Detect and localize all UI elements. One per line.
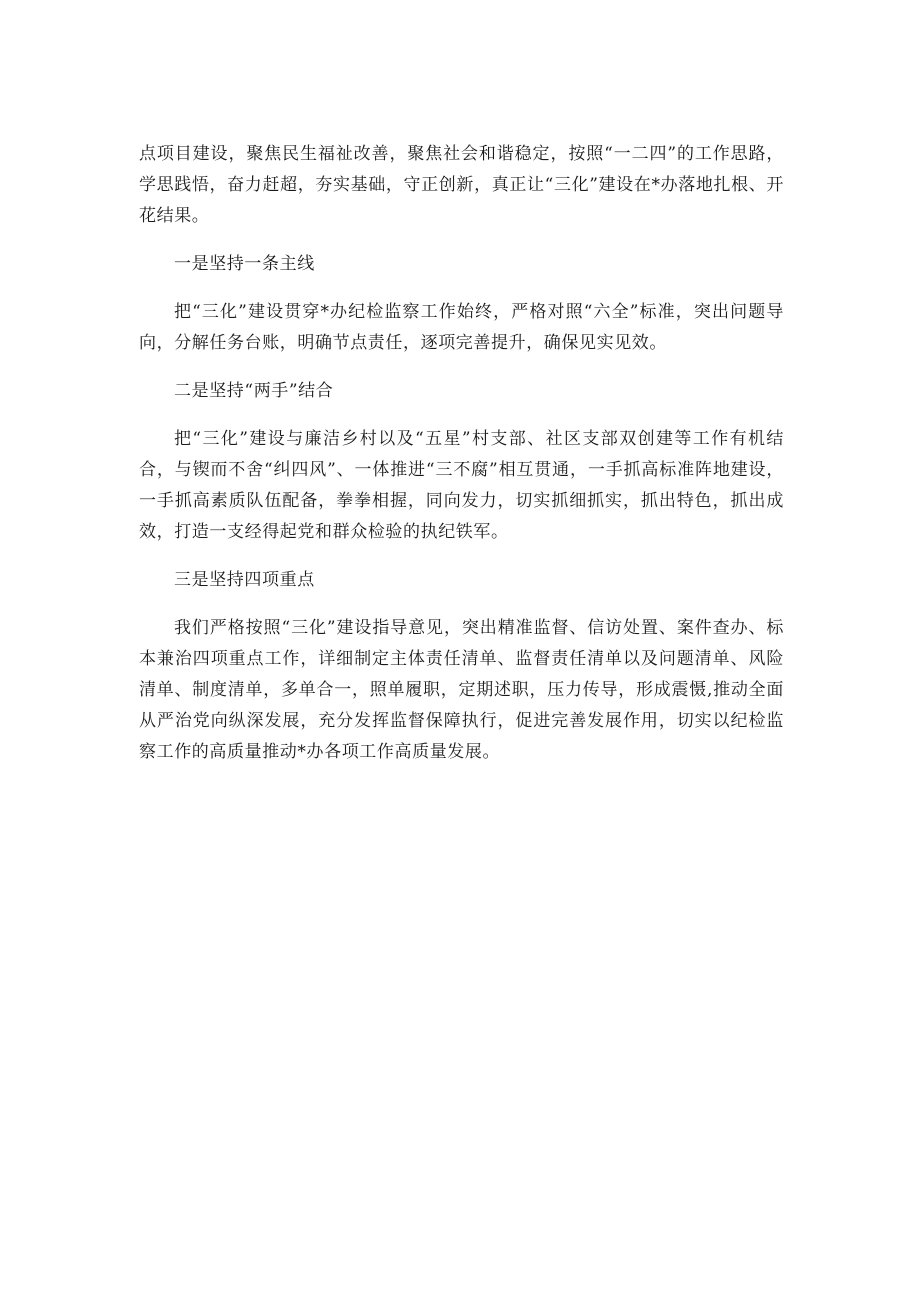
paragraph-intro-continuation: 点项目建设，聚焦民生福祉改善，聚焦社会和谐稳定，按照“一二四”的工作思路，学思践悟，奋力赶超，夯实基础，守正创新，真正让“三化”建设在*办落地扎根、开花结果。 [139,144,784,226]
section-heading-3: 三是坚持四项重点 [174,570,315,590]
paragraph-section-3: 我们严格按照“三化”建设指导意见，突出精准监督、信访处置、案件查办、标本兼治四项重点工作，详细制定主体责任清单、监督责任清单以及问题清单、风险清单、制度清单，多单合一，照单履职，定期述职，压力传导，形成震慑,推动全面从严治党向纵深发展，充分发挥监督保障执行，促进完善发展作用，切实以纪检监察工作的高质量推动*办各项工作高质量发展。 [139,618,784,762]
section-heading-2: 二是坚持“两手”结合 [174,381,334,401]
document-body [139,139,784,768]
paragraph-section-2: 把“三化”建设与廉洁乡村以及“五星”村支部、社区支部双创建等工作有机结合，与锲而不舍“纠四风”、一体推进“三不腐”相互贯通，一手抓高标准阵地建设，一手抓高素质队伍配备，拳拳相握，同向发力，切实抓细抓实，抓出特色，抓出成效，打造一支经得起党和群众检验的执纪铁军。 [139,429,784,542]
section-heading-1: 一是坚持一条主线 [174,254,315,274]
paragraph-section-1: 把“三化”建设贯穿*办纪检监察工作始终，严格对照“六全”标准，突出问题导向，分解任务台账，明确节点责任，逐项完善提升，确保见实见效。 [139,302,784,353]
